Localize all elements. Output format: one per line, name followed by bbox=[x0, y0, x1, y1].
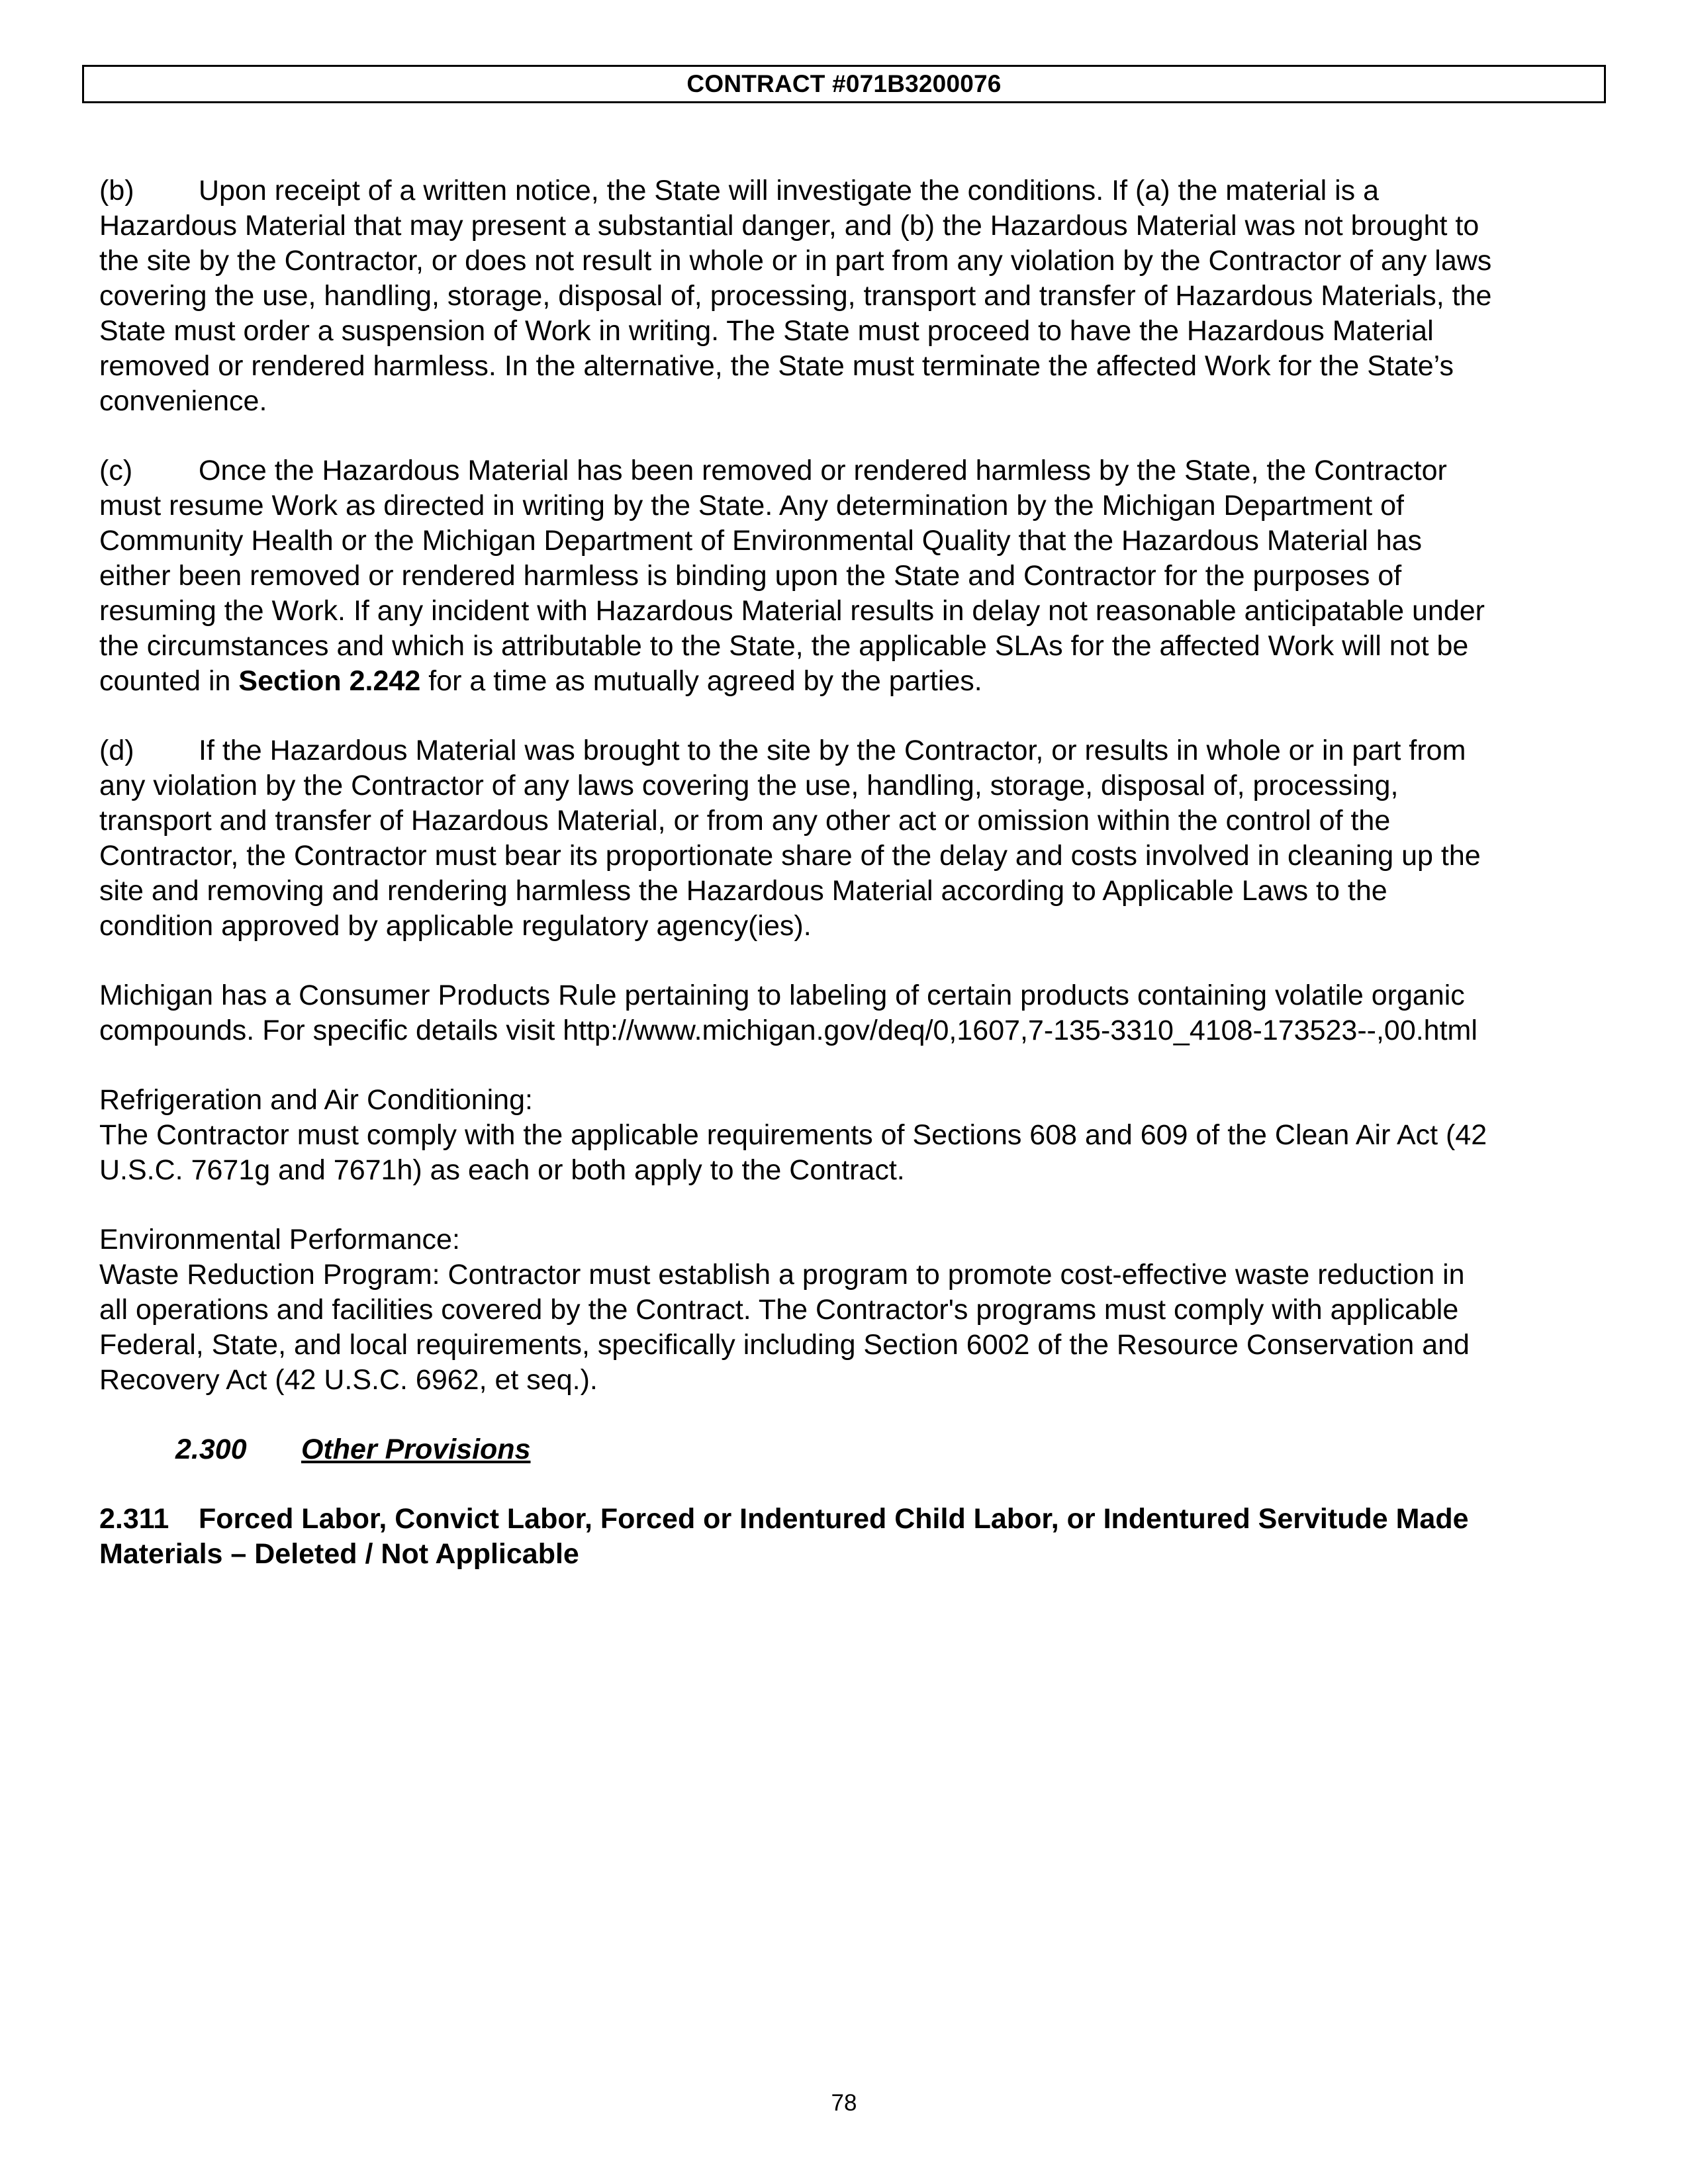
paragraph-environmental-line: Recovery Act (42 U.S.C. 6962, et seq.). bbox=[99, 1364, 598, 1396]
paragraph-c-line: Community Health or the Michigan Department of Environmental Quality that the Hazardous Material has bbox=[99, 525, 1423, 557]
document-body bbox=[99, 173, 1595, 1572]
paragraph-refrigeration-line: The Contractor must comply with the applicable requirements of Sections 608 and 609 of the Clean Air Act (42 bbox=[99, 1119, 1487, 1151]
paragraph-b-line: the site by the Contractor, or does not result in whole or in part from any violation by the Contractor of any laws bbox=[99, 245, 1492, 277]
paragraph-consumer-line: Michigan has a Consumer Products Rule pertaining to labeling of certain products containing volatile organic bbox=[99, 979, 1465, 1011]
section-number: 2.300 bbox=[175, 1433, 247, 1465]
paragraph-c-line: the circumstances and which is attributable to the State, the applicable SLAs for the affected Work will not be bbox=[99, 630, 1469, 662]
paragraph-environmental-heading: Environmental Performance: bbox=[99, 1224, 460, 1255]
paragraph-c-label: (c) bbox=[99, 455, 133, 486]
paragraph-b-label: (b) bbox=[99, 175, 134, 206]
contract-header bbox=[82, 65, 1606, 103]
contract-number: CONTRACT #071B3200076 bbox=[686, 70, 1002, 97]
paragraph-d-line: Contractor, the Contractor must bear its proportionate share of the delay and costs involved in cleaning up the bbox=[99, 840, 1481, 872]
paragraph-refrigeration bbox=[99, 1083, 1595, 1188]
paragraph-d-line: condition approved by applicable regulatory agency(ies). bbox=[99, 910, 812, 942]
paragraph-refrigeration-heading: Refrigeration and Air Conditioning: bbox=[99, 1084, 533, 1116]
paragraph-c-line: resuming the Work. If any incident with Hazardous Material results in delay not reasonable anticipatable under bbox=[99, 595, 1485, 627]
paragraph-environmental-line: Waste Reduction Program: Contractor must establish a program to promote cost-effective waste reduction in bbox=[99, 1259, 1465, 1291]
paragraph-b-line: covering the use, handling, storage, disposal of, processing, transport and transfer of Hazardous Materials, the bbox=[99, 280, 1492, 312]
paragraph-environmental-line: Federal, State, and local requirements, specifically including Section 6002 of the Resource Conservation and bbox=[99, 1329, 1470, 1361]
paragraph-environmental bbox=[99, 1222, 1595, 1398]
paragraph-c-line: (c) Once the Hazardous Material has been removed or rendered harmless by the State, the Contractor bbox=[99, 453, 1595, 488]
paragraph-b-line: convenience. bbox=[99, 385, 267, 417]
paragraph-b-line: removed or rendered harmless. In the alternative, the State must terminate the affected Work for the State’s bbox=[99, 350, 1454, 382]
paragraph-consumer-line: compounds. For specific details visit http://www.michigan.gov/deq/0,1607,7-135-3310_4108-173523--,00.html bbox=[99, 1015, 1477, 1046]
paragraph-d-line: (d) If the Hazardous Material was brought to the site by the Contractor, or results in whole or in part from bbox=[99, 733, 1595, 768]
paragraph-b-line: (b) Upon receipt of a written notice, the State will investigate the conditions. If (a) the material is a bbox=[99, 173, 1595, 208]
paragraph-d-line: transport and transfer of Hazardous Material, or from any other act or omission within the control of the bbox=[99, 805, 1391, 837]
subsection-title: Forced Labor, Convict Labor, Forced or Indentured Child Labor, or Indentured Servitude Made bbox=[199, 1503, 1469, 1535]
paragraph-environmental-line: all operations and facilities covered by the Contract. The Contractor's programs must comply with applicable bbox=[99, 1294, 1459, 1326]
page-number: 78 bbox=[831, 2090, 857, 2116]
paragraph-b-line: State must order a suspension of Work in writing. The State must proceed to have the Hazardous Material bbox=[99, 315, 1434, 347]
section-reference: Section 2.242 bbox=[238, 665, 421, 697]
paragraph-b bbox=[99, 173, 1595, 419]
paragraph-c-line: either been removed or rendered harmless is binding upon the State and Contractor for the purposes of bbox=[99, 560, 1402, 592]
paragraph-d bbox=[99, 733, 1595, 944]
paragraph-d-label: (d) bbox=[99, 735, 134, 766]
paragraph-refrigeration-line: U.S.C. 7671g and 7671h) as each or both apply to the Contract. bbox=[99, 1154, 905, 1186]
paragraph-c-line: must resume Work as directed in writing by the State. Any determination by the Michigan Department of bbox=[99, 490, 1404, 522]
subsection-number: 2.311 bbox=[99, 1503, 169, 1535]
paragraph-c bbox=[99, 453, 1595, 699]
subsection-title-continued: Materials – Deleted / Not Applicable bbox=[99, 1538, 579, 1570]
paragraph-consumer-products bbox=[99, 978, 1595, 1048]
paragraph-d-line: any violation by the Contractor of any laws covering the use, handling, storage, disposal of, processing, bbox=[99, 770, 1399, 801]
subsection-heading-2-311 bbox=[99, 1502, 1595, 1572]
section-heading-2-300 bbox=[175, 1432, 1595, 1467]
section-title: Other Provisions bbox=[301, 1433, 531, 1465]
paragraph-d-line: site and removing and rendering harmless the Hazardous Material according to Applicable Laws to the bbox=[99, 875, 1387, 907]
paragraph-b-line: Hazardous Material that may present a substantial danger, and (b) the Hazardous Material was not brought to bbox=[99, 210, 1479, 242]
paragraph-c-line: counted in Section 2.242 for a time as mutually agreed by the parties. bbox=[99, 665, 982, 697]
